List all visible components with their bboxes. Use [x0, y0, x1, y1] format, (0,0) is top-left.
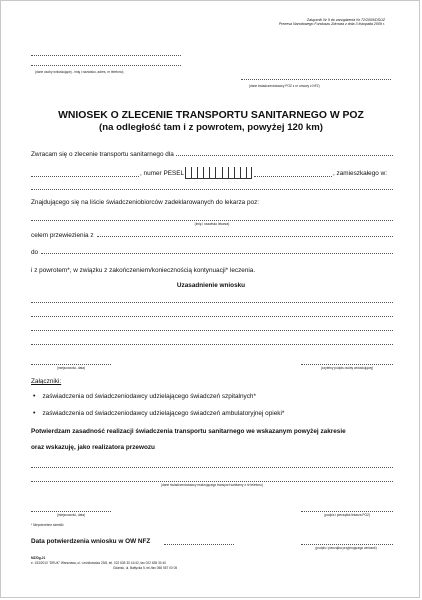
request-row: [31, 151, 393, 159]
annex-header: [165, 18, 385, 27]
bullet-icon: •: [33, 393, 36, 400]
justification-line-3[interactable]: [31, 330, 393, 331]
print-line-2: Gdańsk, ul. Bałtycka 5, tel./fax 058 557 00 05: [113, 566, 178, 570]
to-label: do: [31, 249, 39, 256]
provider-line[interactable]: [241, 79, 391, 80]
from-line[interactable]: [97, 236, 393, 237]
form-subtitle: (na odległość tam i z powrotem, powyżej 120 km): [99, 122, 323, 133]
justification-line-1[interactable]: [31, 302, 393, 303]
annex-line-1: Załącznik Nr 9 do zarządzenia Nr 72/2009/DSOZ: [306, 18, 385, 22]
justification-line-2[interactable]: [31, 316, 393, 317]
nfz-caption: (podpis i pieczątka przyjmującego wniosek): [315, 546, 377, 550]
patient-name-line-2[interactable]: [31, 176, 139, 177]
print-code: MZ/Dg-21: [31, 556, 46, 560]
pesel-boxes[interactable]: [185, 167, 252, 179]
attachment-item-2: [33, 410, 395, 418]
residence-label: , zamieszkałego w:: [333, 170, 387, 177]
confirm-place-date-caption: (miejscowość, data): [56, 513, 86, 517]
doctor-caption: (imię i nazwisko lekarza): [194, 222, 230, 226]
applicant-line-1[interactable]: [31, 55, 181, 56]
carrier-line-1[interactable]: [31, 467, 393, 468]
nfz-signature-line[interactable]: [301, 544, 393, 545]
pesel-label: , numer PESEL: [140, 170, 185, 177]
from-row: [31, 232, 393, 240]
attachment-item-1: [33, 393, 395, 401]
applicant-caption: (dane osoby wnioskującej - imię i nazwisko, adres, nr telefonu): [35, 70, 124, 74]
print-line-1: e. 153/2010 "DRUK" Warszawa, ul. Leśnikowska 23/8, tel. 022 635 30 41/42, fax 022 635 30 40: [31, 561, 167, 565]
carrier-caption: (dane świadczeniodawcy realizującego transport sanitarny z nr telefonu): [161, 483, 263, 487]
doctor-line[interactable]: [31, 220, 393, 221]
footnote: * Niepotrzebne skreślić: [31, 523, 64, 527]
place-date-caption: (miejscowość, data): [56, 366, 86, 370]
annex-line-2: Prezesa Narodowego Funduszu Zdrowia z dnia 3 listopada 2009 r.: [278, 22, 385, 27]
attachments-label: Załączniki:: [31, 378, 62, 385]
doctor-stamp-line[interactable]: [301, 511, 393, 512]
doctor-stamp-caption: (podpis i pieczątka lekarza POZ): [323, 513, 371, 517]
applicant-signature-line[interactable]: [301, 364, 393, 365]
nfz-date-line[interactable]: [164, 544, 234, 545]
provider-caption: (dane świadczeniodawcy POZ z nr umowy z NFZ): [249, 84, 320, 88]
return-label: i z powrotem*, w związku z zakończeniem/koniecznością kontynuacji* leczenia.: [31, 267, 256, 274]
applicant-signature-caption: (czytelny podpis osoby wnioskującej): [320, 366, 374, 370]
confirmation-line-1: Potwierdzam zasadność realizacji świadczenia transportu sanitarnego we wskazanym powyżej zakresie: [31, 428, 346, 435]
bullet-icon: •: [33, 410, 36, 417]
confirm-place-date-line[interactable]: [31, 511, 111, 512]
nfz-label: Data potwierdzenia wniosku w OW NFZ: [31, 538, 151, 545]
patient-name-line[interactable]: [176, 155, 393, 156]
form-title: WNIOSEK O ZLECENIE TRANSPORTU SANITARNEGO W POZ: [58, 110, 364, 121]
to-line[interactable]: [41, 253, 393, 254]
doctor-list-label: Znajdującego się na liście świadczeniobiorców zadeklarowanych do lekarza poz:: [31, 199, 260, 206]
address-line[interactable]: [31, 189, 393, 190]
confirmation-line-2: oraz wskazuję, jako realizatora przewozu: [31, 444, 155, 451]
attachment-item-2-text: zaświadczenia od świadczeniodawcy udzielającego świadczeń ambulatoryjnej opieki*: [42, 410, 285, 417]
justification-title: Uzasadnienie wniosku: [176, 282, 246, 289]
attachment-item-1-text: zaświadczenia od świadczeniodawcy udzielającego świadczeń szpitalnych*: [42, 393, 256, 400]
from-label: celem przewiezienia z: [31, 232, 94, 239]
place-date-line[interactable]: [31, 364, 111, 365]
pesel-trailing-line: [254, 176, 332, 177]
applicant-line-2[interactable]: [31, 65, 181, 66]
to-row: [31, 249, 393, 257]
justification-line-4[interactable]: [31, 344, 393, 345]
request-label: Zwracam się o zlecenie transportu sanitarnego dla: [31, 151, 174, 158]
carrier-line-2[interactable]: [31, 481, 393, 482]
